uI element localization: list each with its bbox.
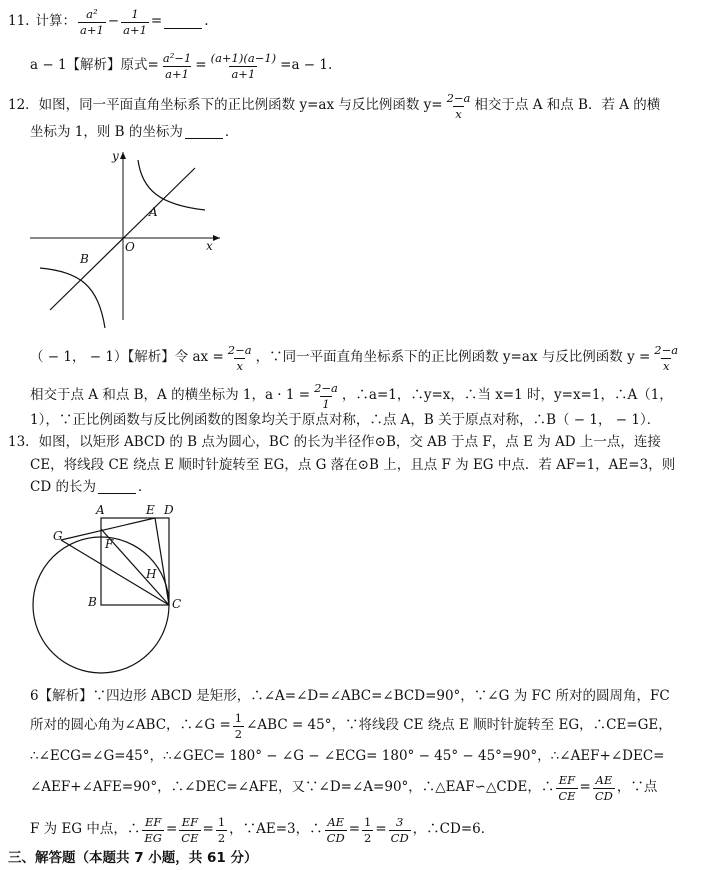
fraction: $\frac{\text{a²}}{a+1}$ [79, 7, 104, 37]
x-label: x [206, 239, 213, 253]
hyperbola-branch-lower [40, 268, 105, 328]
fraction: $\frac{1}{2}$ [364, 815, 372, 845]
fraction: $\frac{2-a}{x}$ [654, 343, 679, 373]
q12-solution-line2: 相交于点 A 和点 B，A 的横坐标为 1，a · 1 = $\frac{2-a}{1}$ ，∴a=1，∴y=x，∴当 x=1 时，y=x=1，∴A（1， [30, 381, 673, 411]
q12-solution-line1: （ − 1， − 1）【解析】令 ax = $\frac{2-a}{x}$ ，∵同一平面直角坐标系下的正比例函数 y=ax 与反比例函数 y = $\frac{2-a}{x}$ [30, 343, 679, 373]
y-label: y [112, 150, 119, 163]
answer-blank [98, 481, 136, 494]
answer-blank [164, 16, 202, 29]
fraction: $\frac{(a+1)(a-1)}{a+1}$ [210, 51, 277, 81]
point-c-label: C [172, 597, 182, 611]
point-g-label: G [53, 529, 63, 543]
q11-answer: a − 1【解析】原式= $\frac{\text{a²−1}}{a+1}$ = $\frac{(a+1)(a-1)}{a+1}$ =a − 1. [30, 51, 333, 81]
q13-line3: CD 的长为 ． [30, 479, 152, 495]
rectangle-abcd [101, 518, 169, 605]
q13-solution-line2: 所对的圆心角为∠ABC，∴∠G = $\frac{1}{2}$ ∠ABC = 45°，∵将线段 CE 绕点 E 顺时针旋转至 EG，∴CE=GE， [30, 711, 672, 741]
q13-solution-line1: 6【解析】∵四边形 ABCD 是矩形，∴∠A=∠D=∠ABC=∠BCD=90°，∵∠G 为 FC 所对的圆周角，FC [30, 688, 670, 704]
question-number: 11. [8, 13, 30, 30]
q12-solution-line3: 1），∵正比例函数与反比例函数的图象均关于原点对称，∴点 A，B 关于原点对称，∴B（ − 1， − 1）． [30, 412, 661, 428]
fraction: $\frac{2-a}{x}$ [227, 343, 252, 373]
q12-coordinate-figure [30, 150, 230, 330]
point-h-label: H [146, 567, 157, 581]
q13-geometry-figure [28, 500, 188, 675]
fraction: $\frac{AE}{CD}$ [594, 773, 613, 803]
q13-line2: CE，将线段 CE 绕点 E 顺时针旋转至 EG，点 G 落在⊙B 上，且点 F 为 EG 中点．若 AF=1，AE=3，则 [30, 457, 676, 473]
point-f-label: F [105, 537, 114, 551]
fraction: $\frac{2-a}{1}$ [314, 381, 338, 411]
q13-solution-line3: ∴∠ECG=∠G=45°，∴∠GEC= 180° − ∠G − ∠ECG= 180° − 45° − 45°=90°，∴∠AEF+∠DEC= [30, 748, 665, 764]
fraction: $\frac{AE}{CD}$ [326, 815, 345, 845]
q13-solution-line5: F 为 EG 中点，∴ $\frac{EF}{EG}$ = $\frac{EF}{CE}$ = $\frac{1}{2}$ ，∵AE=3，∴ $\frac{AE}{CD}$ = $\frac{1}{2}$ = $\frac{3}{CD}$ ，∴CD=6． [30, 815, 495, 845]
point-d-label: D [164, 503, 174, 517]
hyperbola-branch-upper [138, 160, 205, 210]
answer-blank [185, 126, 223, 139]
origin-label: O [125, 240, 135, 254]
section-heading: 三、解答题（本题共 7 小题，共 61 分） [8, 850, 258, 866]
fraction: $\frac{\text{a²−1}}{a+1}$ [162, 51, 192, 81]
fraction: $\frac{EF}{EG}$ [144, 815, 162, 845]
fraction: $\frac{1}{2}$ [217, 815, 226, 845]
y-axis-arrow [120, 152, 126, 159]
fraction: $\frac{1}{2}$ [234, 711, 243, 741]
x-axis-arrow [213, 235, 220, 241]
fraction: $\frac{EF}{CE}$ [181, 815, 199, 845]
point-a-label: A [149, 205, 158, 219]
q13-line1: 13．如图，以矩形 ABCD 的 B 点为圆心，BC 的长为半径作⊙B，交 AB 于点 F，点 E 为 AD 上一点，连接 [8, 434, 661, 450]
point-a-label: A [96, 503, 105, 517]
point-b-label: B [88, 595, 97, 609]
fraction: $\frac{EF}{CE}$ [558, 773, 576, 803]
q13-solution-line4: ∠AEF+∠AFE=90°，∴∠DEC=∠AFE，又∵∠D=∠A=90°，∴△EAF∽△CDE，∴ $\frac{EF}{CE}$ = $\frac{AE}{CD}$ ，∵点 [30, 773, 658, 803]
q12-line1: 12．如图，同一平面直角坐标系下的正比例函数 y=ax 与反比例函数 y= $\frac{2-a}{x}$ 相交于点 A 和点 B．若 A 的横 [8, 91, 661, 121]
fraction: $\frac{1}{a+1}$ [123, 7, 147, 37]
point-e-label: E [146, 503, 155, 517]
fraction: $\frac{2-a}{x}$ [446, 91, 471, 121]
q11-line: 11. 计算： $\frac{\text{a²}}{a+1}$ − $\frac{1}{a+1}$ = . [8, 7, 209, 37]
fraction: $\frac{3}{CD}$ [390, 815, 409, 845]
question-text: 计算： [35, 13, 76, 30]
point-b-label: B [80, 252, 89, 266]
q12-line2: 坐标为 1，则 B 的坐标为 ． [30, 124, 239, 140]
